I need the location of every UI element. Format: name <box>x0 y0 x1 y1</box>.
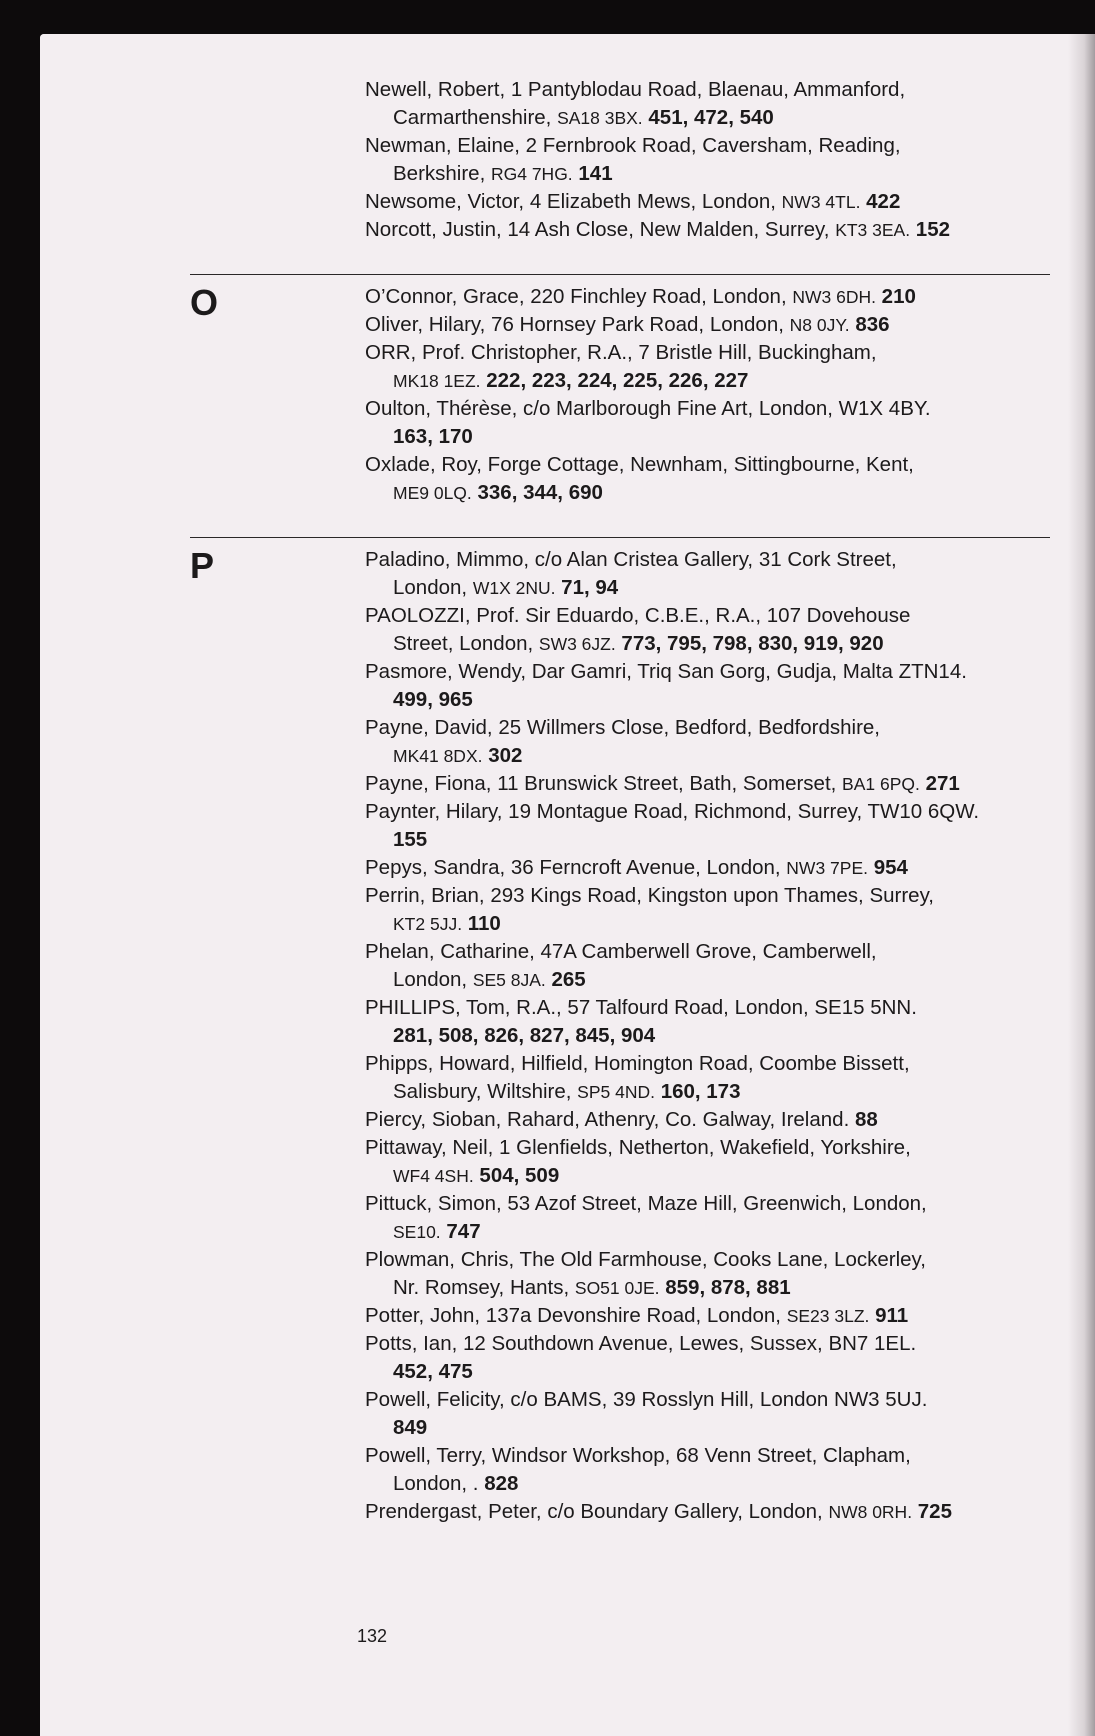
entry-postcode: WF4 4SH. <box>393 1166 474 1186</box>
entry-line <box>365 1302 1050 1330</box>
entry-text: Potter, John, 137a Devonshire Road, London, <box>365 1304 787 1327</box>
index-entry <box>190 798 1050 854</box>
index-entry <box>190 1330 1050 1386</box>
section-p <box>190 537 1050 1526</box>
entry-postcode: W1X 2NU. <box>472 578 556 598</box>
entry-postcode: SE5 8JA. <box>472 970 546 990</box>
entry-pages: 271 <box>925 772 960 795</box>
entry-line <box>365 283 1050 311</box>
index-entry <box>190 451 1050 507</box>
index-entry <box>190 1190 1050 1246</box>
index-entry <box>190 1134 1050 1190</box>
index-entry <box>190 714 1050 770</box>
entry-pages: 836 <box>855 313 890 336</box>
index-entry <box>190 854 1050 882</box>
entry-line: Pittuck, Simon, 53 Azof Street, Maze Hill, Greenwich, London, <box>365 1192 927 1215</box>
entry-line: Powell, Felicity, c/o BAMS, 39 Rosslyn Hill, London NW3 5UJ. <box>365 1388 928 1411</box>
index-entry <box>190 188 1050 216</box>
index-entry <box>190 602 1050 658</box>
entry-pages: 911 <box>875 1304 909 1327</box>
entry-line: Phipps, Howard, Hilfield, Homington Road, Coombe Bissett, <box>365 1052 910 1075</box>
entry-continuation <box>365 826 1050 854</box>
index-entry <box>190 1106 1050 1134</box>
entry-line: ORR, Prof. Christopher, R.A., 7 Bristle Hill, Buckingham, <box>365 341 877 364</box>
entry-pages: 163, 170 <box>393 425 473 448</box>
entry-postcode: KT2 5JJ. <box>393 914 463 934</box>
index-entry <box>190 283 1050 311</box>
entry-pages: 302 <box>488 744 523 767</box>
entry-postcode: SO51 0JE. <box>574 1278 660 1298</box>
entry-continuation <box>365 686 1050 714</box>
entry-postcode: SE10. <box>393 1222 441 1242</box>
entry-continuation <box>365 1078 1050 1106</box>
entry-text: London, <box>393 576 473 599</box>
entry-postcode: KT3 3EA. <box>835 220 911 240</box>
section-letter-p: P <box>190 545 215 586</box>
entry-postcode: NW3 6DH. <box>792 287 876 307</box>
index-entry <box>190 132 1050 188</box>
entry-text: Carmarthenshire, <box>393 106 558 129</box>
entry-continuation <box>365 574 1050 602</box>
entry-line: Newell, Robert, 1 Pantyblodau Road, Blaenau, Ammanford, <box>365 78 906 101</box>
book-gutter <box>1068 34 1095 1736</box>
entry-pages: 88 <box>854 1108 878 1131</box>
entry-line: PHILLIPS, Tom, R.A., 57 Talfourd Road, London, SE15 5NN. <box>365 996 917 1019</box>
entry-pages: 499, 965 <box>393 688 473 711</box>
entry-line <box>365 1498 1050 1526</box>
entry-pages: 110 <box>467 912 501 935</box>
entry-postcode: MK41 8DX. <box>393 746 483 766</box>
entry-postcode: SP5 4ND. <box>577 1082 655 1102</box>
entry-text: Norcott, Justin, 14 Ash Close, New Malden, Surrey, <box>365 218 836 241</box>
entry-continuation <box>365 104 1050 132</box>
index-entry <box>190 546 1050 602</box>
entry-text: London, . <box>393 1472 485 1495</box>
index-block-n <box>190 76 1050 244</box>
index-entry <box>190 339 1050 395</box>
entry-line <box>365 770 1050 798</box>
index-entry <box>190 882 1050 938</box>
entry-text: Pepys, Sandra, 36 Ferncroft Avenue, London, <box>365 856 787 879</box>
entry-line <box>365 216 1050 244</box>
entry-pages: 451, 472, 540 <box>648 106 774 129</box>
index-entry <box>190 1498 1050 1526</box>
entry-pages: 155 <box>393 828 428 851</box>
entry-line: Perrin, Brian, 293 Kings Road, Kingston upon Thames, Surrey, <box>365 884 934 907</box>
index-content <box>190 76 1050 1526</box>
entry-pages: 859, 878, 881 <box>665 1276 791 1299</box>
entry-continuation <box>365 742 1050 770</box>
index-entry <box>190 658 1050 714</box>
page-number: 132 <box>357 1626 388 1646</box>
entry-postcode: NW3 4TL. <box>781 192 861 212</box>
entry-text: Piercy, Sioban, Rahard, Athenry, Co. Galway, Ireland. <box>365 1108 855 1131</box>
entry-line <box>365 854 1050 882</box>
entry-line <box>365 188 1050 216</box>
entry-continuation <box>365 1274 1050 1302</box>
entry-pages: 71, 94 <box>561 576 619 599</box>
entry-continuation <box>365 966 1050 994</box>
index-block-p <box>190 546 1050 1526</box>
entry-postcode: ME9 0LQ. <box>393 483 472 503</box>
index-entry <box>190 1386 1050 1442</box>
entry-pages: 152 <box>915 218 951 241</box>
entry-continuation <box>365 479 1050 507</box>
index-entry <box>190 76 1050 132</box>
entry-continuation <box>365 1358 1050 1386</box>
entry-pages: 504, 509 <box>479 1164 560 1187</box>
index-entry <box>190 1050 1050 1106</box>
entry-line: Paladino, Mimmo, c/o Alan Cristea Gallery, 31 Cork Street, <box>365 548 897 571</box>
entry-line: Plowman, Chris, The Old Farmhouse, Cooks Lane, Lockerley, <box>365 1248 926 1271</box>
entry-postcode: MK18 1EZ. <box>393 371 481 391</box>
entry-postcode: NW8 0RH. <box>828 1502 913 1522</box>
entry-postcode: N8 0JY. <box>789 315 850 335</box>
entry-line: Oxlade, Roy, Forge Cottage, Newnham, Sittingbourne, Kent, <box>365 453 914 476</box>
entry-text: Nr. Romsey, Hants, <box>393 1276 575 1299</box>
entry-pages: 954 <box>873 856 908 879</box>
entry-pages: 452, 475 <box>393 1360 473 1383</box>
entry-line: Paynter, Hilary, 19 Montague Road, Richmond, Surrey, TW10 6QW. <box>365 800 980 823</box>
index-block-o <box>190 283 1050 507</box>
entry-line: Newman, Elaine, 2 Fernbrook Road, Caversham, Reading, <box>365 134 901 157</box>
entry-pages: 160, 173 <box>660 1080 741 1103</box>
entry-pages: 141 <box>578 162 613 185</box>
entry-postcode: BA1 6PQ. <box>842 774 920 794</box>
entry-text: Street, London, <box>393 632 539 655</box>
entry-continuation <box>365 1162 1050 1190</box>
index-entry <box>190 770 1050 798</box>
index-entry <box>190 1302 1050 1330</box>
entry-pages: 281, 508, 826, 827, 845, 904 <box>393 1024 656 1047</box>
entry-text: Oliver, Hilary, 76 Hornsey Park Road, London, <box>365 313 790 336</box>
entry-text: London, <box>393 968 473 991</box>
entry-pages: 222, 223, 224, 225, 226, 227 <box>486 369 749 392</box>
entry-continuation <box>365 1022 1050 1050</box>
entry-postcode: SA18 3BX. <box>557 108 643 128</box>
section-o <box>190 274 1050 507</box>
entry-pages: 725 <box>917 1500 952 1523</box>
index-entry <box>190 216 1050 244</box>
entry-postcode: SW3 6JZ. <box>538 634 616 654</box>
entry-text: Prendergast, Peter, c/o Boundary Gallery, London, <box>365 1500 829 1523</box>
entry-postcode: SE23 3LZ. <box>786 1306 870 1326</box>
index-entry <box>190 938 1050 994</box>
entry-line <box>365 311 1050 339</box>
entry-line: Pasmore, Wendy, Dar Gamri, Triq San Gorg, Gudja, Malta ZTN14. <box>365 660 967 683</box>
entry-continuation <box>365 1470 1050 1498</box>
entry-postcode: RG4 7HG. <box>490 164 573 184</box>
entry-continuation <box>365 423 1050 451</box>
index-entry <box>190 1246 1050 1302</box>
entry-pages: 265 <box>551 968 586 991</box>
entry-text: O’Connor, Grace, 220 Finchley Road, London, <box>365 285 793 308</box>
entry-line: PAOLOZZI, Prof. Sir Eduardo, C.B.E., R.A., 107 Dovehouse <box>365 604 911 627</box>
entry-pages: 747 <box>446 1220 481 1243</box>
entry-continuation <box>365 630 1050 658</box>
entry-text: Salisbury, Wiltshire, <box>393 1080 578 1103</box>
entry-pages: 210 <box>881 285 916 308</box>
index-entry <box>190 395 1050 451</box>
entry-continuation <box>365 1414 1050 1442</box>
entry-line: Potts, Ian, 12 Southdown Avenue, Lewes, Sussex, BN7 1EL. <box>365 1332 917 1355</box>
entry-pages: 849 <box>393 1416 428 1439</box>
entry-continuation <box>365 910 1050 938</box>
entry-line: Oulton, Thérèse, c/o Marlborough Fine Art, London, W1X 4BY. <box>365 397 931 420</box>
entry-continuation <box>365 160 1050 188</box>
entry-line: Powell, Terry, Windsor Workshop, 68 Venn Street, Clapham, <box>365 1444 911 1467</box>
entry-postcode: NW3 7PE. <box>786 858 868 878</box>
entry-line: Payne, David, 25 Willmers Close, Bedford, Bedfordshire, <box>365 716 881 739</box>
entry-continuation <box>365 367 1050 395</box>
entry-text: Newsome, Victor, 4 Elizabeth Mews, London, <box>365 190 782 213</box>
entry-line: Pittaway, Neil, 1 Glenfields, Netherton, Wakefield, Yorkshire, <box>365 1136 911 1159</box>
index-entry <box>190 1442 1050 1498</box>
entry-pages: 336, 344, 690 <box>477 481 603 504</box>
entry-text: Payne, Fiona, 11 Brunswick Street, Bath, Somerset, <box>365 772 843 795</box>
entry-text: Berkshire, <box>393 162 491 185</box>
entry-line: Phelan, Catharine, 47A Camberwell Grove, Camberwell, <box>365 940 877 963</box>
index-entry <box>190 311 1050 339</box>
entry-pages: 828 <box>484 1472 519 1495</box>
entry-pages: 773, 795, 798, 830, 919, 920 <box>621 632 884 655</box>
entry-continuation <box>365 1218 1050 1246</box>
section-letter-o: O <box>190 282 219 323</box>
index-entry <box>190 994 1050 1050</box>
entry-line <box>365 1106 1050 1134</box>
entry-pages: 422 <box>866 190 901 213</box>
